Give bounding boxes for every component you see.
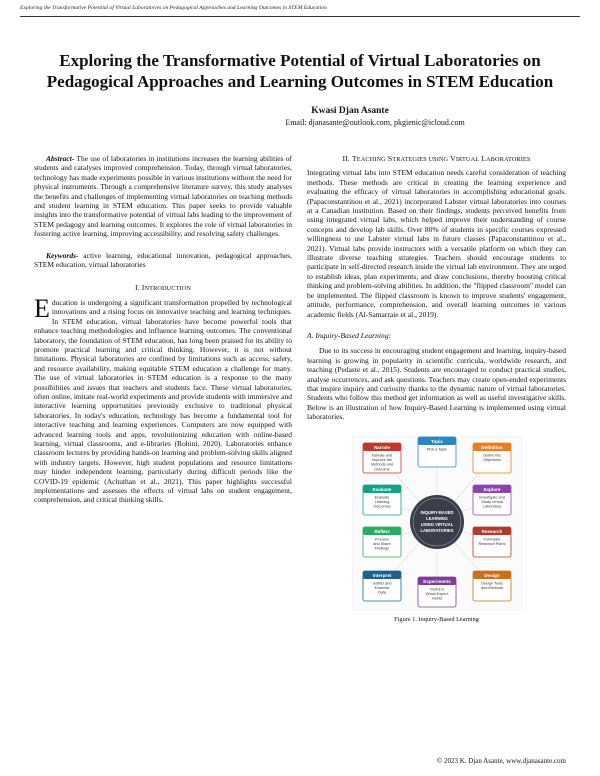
node-line: Formulate xyxy=(482,537,501,542)
node-title: Experiments xyxy=(422,578,451,584)
title-line-2: Pedagogical Approaches and Learning Outcomes in STEM Education xyxy=(46,72,554,91)
section-numeral: II. xyxy=(342,154,350,163)
node-line: Examine xyxy=(374,585,389,590)
heading-rest: TRATEGIES USING xyxy=(392,156,449,163)
heading-rest: NTRODUCTION xyxy=(144,285,192,293)
node-line: Outcomes xyxy=(372,504,391,509)
node-line: Findings xyxy=(374,546,389,551)
node-line: Gather and xyxy=(372,581,391,586)
section-heading-teaching-strategies xyxy=(307,154,566,164)
node-line: Define the xyxy=(482,453,501,458)
inquiry-cycle-diagram xyxy=(352,436,522,610)
node-line: Design Tools xyxy=(480,581,503,586)
node-line: Evaluate xyxy=(374,495,389,500)
center-label-line: LABORATORIES xyxy=(419,527,454,533)
abstract-text: The use of laboratories in institutions increases the learning abilities of students and catalyses improved comprehension. Today, through virtual laboratories, technology has made experiments possible in various institutions without the need for physical instruments. Through a comprehensive literature survey, this study analyses the benefits and challenges of implementing virtual laboratories on teaching methods and student learning in STEM education. This paper seeks to provide valuable insights into the transformative potential of virtual labs leading to the improvement of STEM pedagogy and learning outcomes. It explores the role of virtual laboratories in fostering active learning, improving accessibility, and resolving safety challenges. xyxy=(34,154,292,239)
node-line: Learning xyxy=(374,499,389,504)
running-head: Exploring the Transformative Potential of Virtual Laboratories on Pedagogical Approaches and Learning Outcomes in STEM Education xyxy=(20,5,327,11)
node-line: Study Virtual xyxy=(480,499,503,504)
figure-inquiry-cycle xyxy=(352,436,522,610)
node-title: Narrate xyxy=(373,444,390,450)
node-line: and Methods xyxy=(480,585,503,590)
author-email: Email: djanasante@outlook.com, pkgienic@icloud.com xyxy=(285,118,465,127)
heading-initial: L xyxy=(481,154,487,163)
heading-initial: T xyxy=(351,154,357,163)
keywords-label: Keywords- xyxy=(46,250,79,260)
node-title: Definition xyxy=(480,444,503,450)
heading-initial: V xyxy=(450,154,456,163)
keywords xyxy=(34,251,292,270)
node-line: Narrate and xyxy=(371,453,392,458)
node-line: Methods and xyxy=(370,462,393,467)
center-label-line: INQUIRY-BASED xyxy=(419,509,454,515)
node-line: Investigate and xyxy=(478,495,505,500)
node-title: Interpret xyxy=(372,572,391,578)
inquiry-paragraph: Due to its success in encouraging student engagement and learning, inquiry-based learning is growing in popularity in scientific curricula, worldwide research, and teaching (Pedaste et al., 2015). Students are encouraged to conduct practical studies, analyse occurrences, and ask questions. Teachers may create open-ended experiments that inspire inquiry and curiosity thanks to the dynamic nature of virtual laboratories. Students who follow this method get information as well as useful investigative skills. Below is an illustration of how Inquiry-Based Learning is implemented using virtual laboratories. xyxy=(307,346,566,422)
introduction-text: ducation is undergoing a significant transformation propelled by technological innovations and a rising focus on innovative teaching and learning techniques. In STEM education, virtual laboratories have become powerful tools that enhance teaching methodologies and influence learning outcomes. The conventional laboratory, the foundation of STEM education, has long been praised for its ability to promote practical learning and critical thinking. However, it is not without limitations. Physical laboratories are confined by limitations such as access, safety, and resource availability, making equitable STEM education a challenge for many. The use of virtual laboratories in STEM education is a response to the many possibilities and issues that teachers and students face. These virtual laboratories, often online, imitate real-world experiments and provide students with immersive and interactive learning opportunities previously exclusive to traditional physical laboratories. In today's education, technology has become a fundamental tool for interactive teaching and learning experiences. Computers are now equipped with advanced learning tools and apps, revolutionizing education with online-based learning, virtual classrooms, and e-libraries (Rohini, 2020). Laboratories enhance classroom lectures by providing hands-on learning and problem-solving skills aligned with industry targets. However, high student populations and resource limitations may hinder independent learning, particularly during difficult periods like the COVID-19 epidemic (Achuthan et al., 2021). This paper highlights successful implementations and assesses the effects of virtual labs on student engagement, comprehension, and critical thinking skills. xyxy=(34,297,292,505)
node-line: Research Plans xyxy=(478,541,505,546)
center-label-line: LEARNING xyxy=(425,515,448,521)
introduction-paragraph xyxy=(34,293,292,505)
node-line: Data xyxy=(377,590,386,595)
node-title: Design xyxy=(483,572,500,578)
heading-initial: I xyxy=(141,283,145,293)
section-heading-introduction xyxy=(34,283,292,293)
node-title: Reflect xyxy=(373,528,390,534)
figure-caption: Figure 1. Inquiry-Based Learning xyxy=(394,615,479,623)
right-column xyxy=(307,154,566,624)
node-line: Objectives xyxy=(482,457,501,462)
node-line: Laboratory xyxy=(482,504,501,509)
center-label-line: USING VIRTUAL xyxy=(420,521,453,527)
node-line: Outcome xyxy=(373,466,390,471)
node-line: Virtual Experi- xyxy=(424,591,449,596)
abstract xyxy=(34,154,292,239)
heading-rest: EACHING xyxy=(356,156,386,163)
header-rule xyxy=(20,16,580,17)
node-title: Explore xyxy=(483,486,500,492)
heading-rest: ABORATORIES xyxy=(486,156,531,163)
page-footer: © 2023 K. Djan Asante, www.djanasante.com xyxy=(436,757,566,765)
keywords-text: active learning, educational innovation, pedagogical approaches, STEM education, virtual laboratories xyxy=(34,250,292,270)
node-line: and Share xyxy=(372,541,391,546)
node-line: ments xyxy=(431,596,442,601)
drop-cap: E xyxy=(34,293,50,323)
node-line: Process xyxy=(374,537,389,542)
teaching-strategies-paragraph: Integrating virtual labs into STEM education needs careful consideration of teaching methods. These methods are critical in creating the learning experience and evaluating the efficacy of virtual laboratories in accomplishing educational goals. (Papaconstantinou et al., 2021) incorporated Labster virtual laboratories into courses at a Canadian institution. Based on their findings, students perceived benefits from using integrated virtual labs, which helped improve their understanding of course concepts and develop lab skills. Over 80% of students in specific courses expressed willingness to use Labster virtual labs in future classes (Papaconstantinou et al., 2021). Virtual labs provide instructors with a versatile platform on which they can illustrate diverse teaching strategies. Teachers should encourage students to participate in self-directed research inside the virtual lab environment. They are urged to establish ideas, plan experiments, and draw conclusions, thereby boosting critical thinking and problem-solving abilities. In addition, the "flipped classroom" model can be implemented. The flipped classroom is known to improve students' engagement, attitude, performance, comprehension, and overall learning outcomes in various academic fields (Al-Samarraie et al., 2019). xyxy=(307,168,566,319)
heading-rest: IRTUAL xyxy=(455,156,480,163)
node-title: Topic xyxy=(430,438,443,444)
subsection-heading-inquiry: A. Inquiry-Based Learning: xyxy=(307,330,392,340)
abstract-label: Abstract- xyxy=(46,154,75,163)
node-title: Research xyxy=(481,528,502,534)
heading-initial: S xyxy=(387,154,393,163)
left-column xyxy=(34,154,292,505)
node-title: Evaluate xyxy=(372,486,391,492)
section-numeral: I. xyxy=(134,283,140,293)
title-line-1: Exploring the Transformative Potential of Virtual Laboratories on xyxy=(59,51,541,70)
node-line: Pick a Topic xyxy=(426,447,447,452)
paper-title xyxy=(20,50,580,92)
node-line: Improve the xyxy=(371,457,392,462)
node-line: Perform xyxy=(429,587,444,592)
author-name: Kwasi Djan Asante xyxy=(311,106,389,116)
